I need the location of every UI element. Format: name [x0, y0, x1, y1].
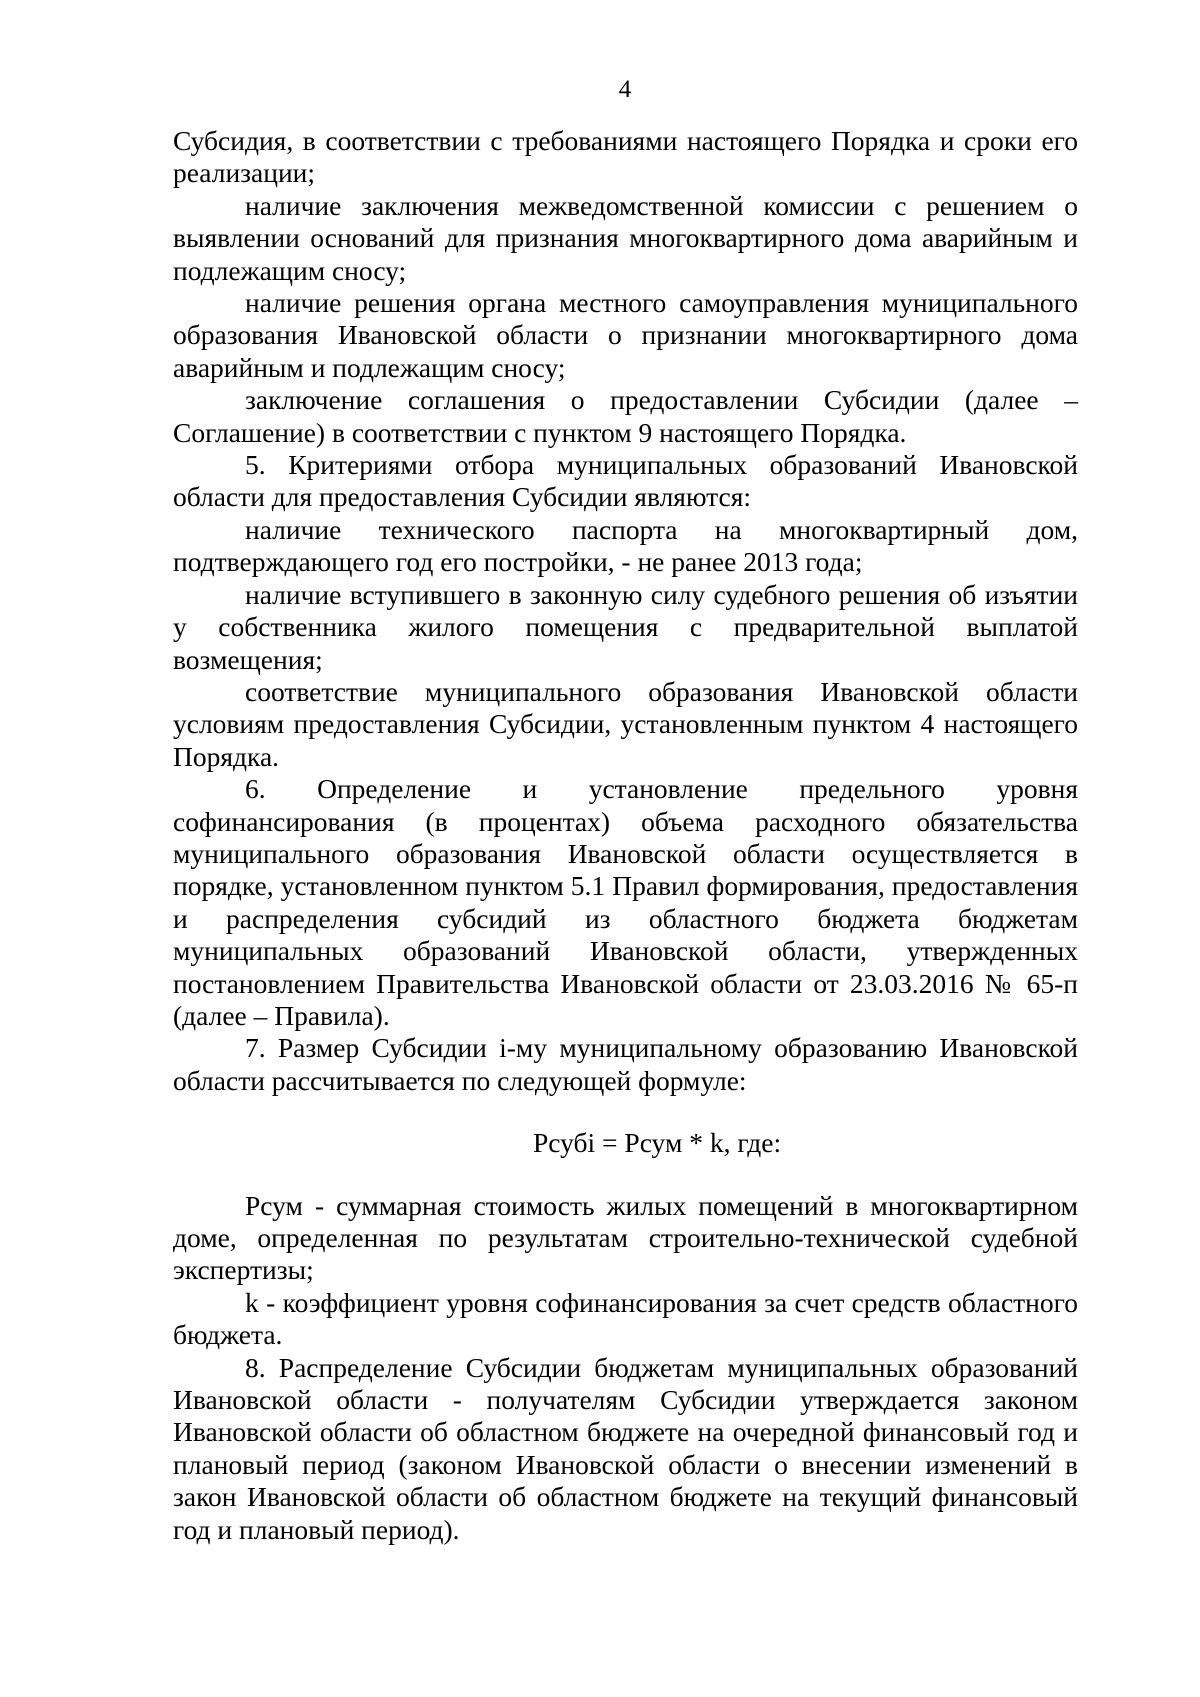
paragraph: наличие вступившего в законную силу судебного решения об изъятии у собственника жилого помещения с предварительной выплатой возмещения;	[173, 578, 1078, 675]
paragraph: наличие технического паспорта на многоквартирный дом, подтверждающего год его постройки, - не ранее 2013 года;	[173, 513, 1078, 578]
paragraph-item-5: 5. Критериями отбора муниципальных образований Ивановской области для предоставления Субсидии являются:	[173, 449, 1078, 513]
paragraph-item-7: 7. Размер Субсидии i-му муниципальному образованию Ивановской области рассчитывается по следующей формуле:	[173, 1032, 1078, 1096]
paragraph: заключение соглашения о предоставлении Субсидии (далее – Соглашение) в соответствии с пунктом 9 настоящего Порядка.	[173, 384, 1078, 448]
paragraph: соответствие муниципального образования Ивановской области условиям предоставления Субсидии, установленным пунктом 4 настоящего Порядка.	[173, 675, 1078, 772]
paragraph: наличие заключения межведомственной комиссии с решением о выявлении оснований для признания многоквартирного дома аварийным и подлежащим сносу;	[173, 189, 1078, 286]
document-body	[173, 125, 1078, 1546]
paragraph: Субсидия, в соответствии с требованиями настоящего Порядка и сроки его реализации;	[173, 125, 1078, 189]
paragraph: наличие решения органа местного самоуправления муниципального образования Ивановской области о признании многоквартирного дома аварийным и подлежащим сносу;	[173, 287, 1078, 383]
subsidy-formula: Рсубi = Рсум * k, где:	[533, 1127, 782, 1159]
paragraph-item-8: 8. Распределение Субсидии бюджетам муниципальных образований Ивановской области - получателям Субсидии утверждается законом Ивановской области об областном бюджете на очередной финансовый год и плановый период (законом Ивановской области о внесении изменений в закон Ивановской области об областном бюджете на текущий финансовый год и плановый период).	[173, 1351, 1078, 1545]
paragraph-item-6: 6. Определение и установление предельного уровня софинансирования (в процентах) объема расходного обязательства муниципального образования Ивановской области осуществляется в порядке, установленном пунктом 5.1 Правил формирования, предоставления и распределения субсидий из областного бюджета бюджетам муниципальных образований Ивановской области, утвержденных постановлением Правительства Ивановской области от 23.03.2016 № 65-п (далее – Правила).	[173, 773, 1078, 1031]
paragraph: k - коэффициент уровня софинансирования за счет средств областного бюджета.	[173, 1286, 1078, 1351]
paragraph: Рсум - суммарная стоимость жилых помещений в многоквартирном доме, определенная по результатам строительно-технической судебной экспертизы;	[173, 1189, 1078, 1286]
page-number: 4	[618, 76, 632, 103]
